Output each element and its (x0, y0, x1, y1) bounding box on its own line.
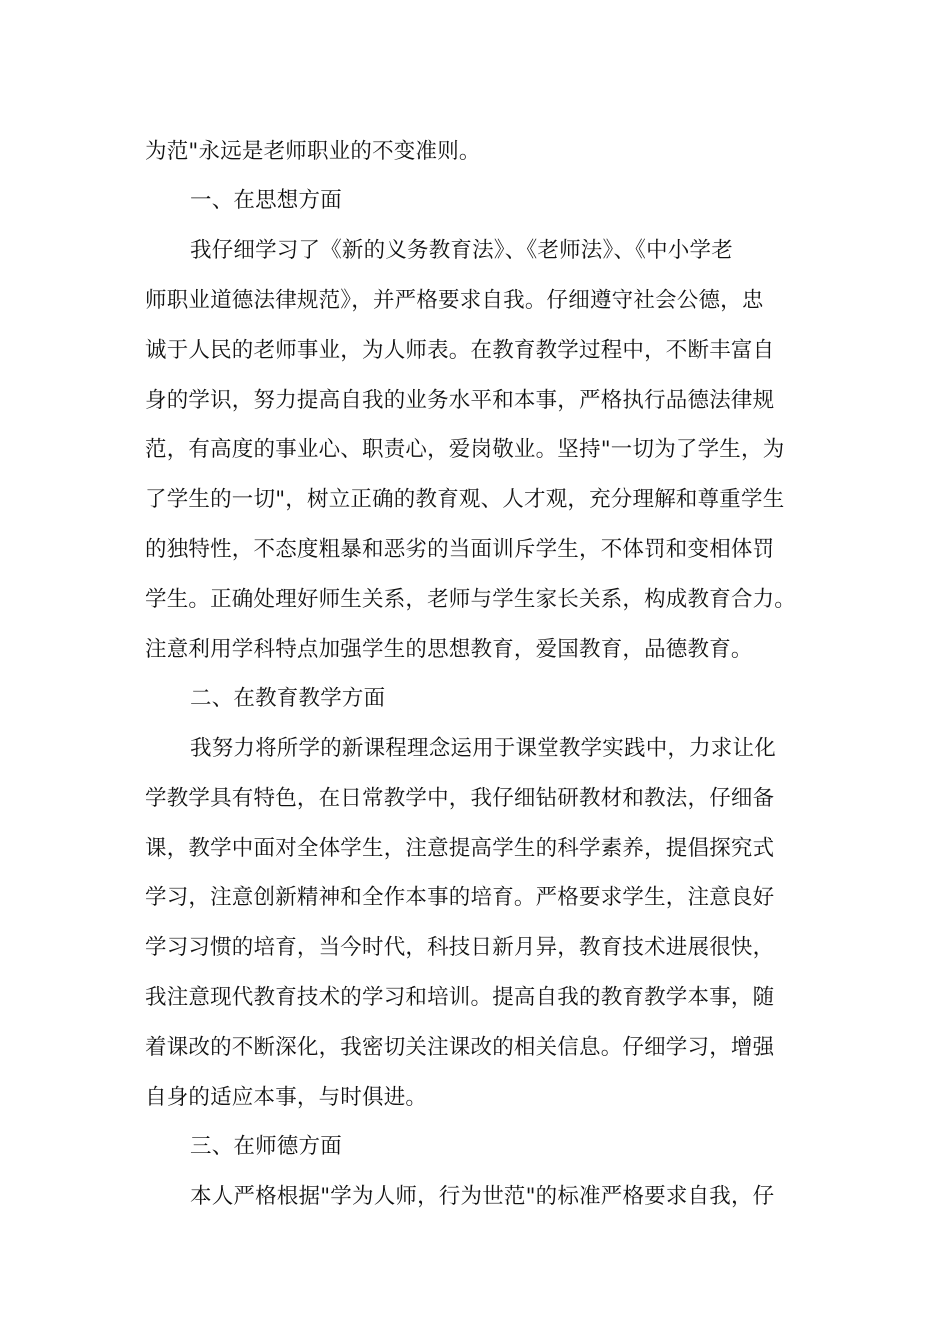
text-line: 学习习惯的培育，当今时代，科技日新月异，教育技术进展很快， (145, 935, 775, 960)
text-line: 课，教学中面对全体学生，注意提高学生的科学素养，提倡探究式 (145, 836, 775, 861)
section-heading: 三、在师德方面 (190, 1134, 342, 1159)
text-line: 了学生的一切"，树立正确的教育观、人才观，充分理解和尊重学生 (145, 487, 785, 512)
text-line: 我仔细学习了《新的义务教育法》、《老师法》、《中小学老 (190, 238, 733, 263)
text-line: 师职业道德法律规范》，并严格要求自我。仔细遵守社会公德，忠 (145, 288, 764, 313)
text-line: 范，有高度的事业心、职责心，爱岗敬业。坚持"一切为了学生，为 (145, 437, 785, 462)
text-line: 我注意现代教育技术的学习和培训。提高自我的教育教学本事，随 (145, 985, 775, 1010)
text-line: 注意利用学科特点加强学生的思想教育，爱国教育，品德教育。 (145, 637, 753, 662)
text-line: 诚于人民的老师事业，为人师表。在教育教学过程中，不断丰富自 (145, 338, 775, 363)
section-heading: 二、在教育教学方面 (190, 686, 386, 711)
text-line: 着课改的不断深化，我密切关注课改的相关信息。仔细学习，增强 (145, 1035, 775, 1060)
text-line: 为范"永远是老师职业的不变准则。 (145, 139, 481, 164)
text-line: 学生。正确处理好师生关系，老师与学生家长关系，构成教育合力。 (145, 587, 797, 612)
text-line: 自身的适应本事，与时俱进。 (145, 1085, 428, 1110)
section-heading: 一、在思想方面 (190, 188, 342, 213)
text-line: 学习，注意创新精神和全作本事的培育。严格要求学生，注意良好 (145, 885, 775, 910)
text-line: 学教学具有特色，在日常教学中，我仔细钻研教材和教法，仔细备 (145, 786, 775, 811)
text-line: 身的学识，努力提高自我的业务水平和本事，严格执行品德法律规 (145, 388, 775, 413)
text-line: 我努力将所学的新课程理念运用于课堂教学实践中，力求让化 (190, 736, 776, 761)
text-line: 的独特性，不态度粗暴和恶劣的当面训斥学生，不体罚和变相体罚 (145, 537, 775, 562)
text-line: 本人严格根据"学为人师，行为世范"的标准严格要求自我，仔 (190, 1184, 775, 1209)
